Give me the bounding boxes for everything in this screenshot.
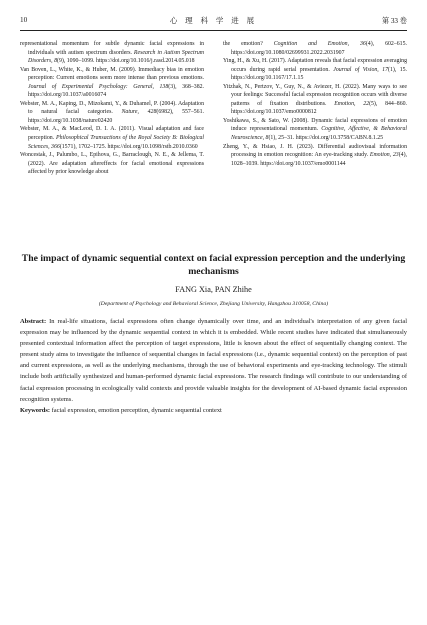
abstract-label: Abstract: [20, 318, 47, 325]
reference-text: Woncestak, J., Palumbo, L., Epihova, G., Barraclough, N. E., & Jellema, T. (2022). Are adaptation aftereffects for facial emotional expressions affected by prior knowledge about [20, 152, 204, 176]
reference-locator: (1), 25–31. https://doi.org/10.3758/CABN.8.1.25 [268, 135, 384, 142]
reference-source: Research in Autism Spectrum Disorders, 8 [28, 49, 204, 65]
reference-locator: (6982), 557–561. https://doi.org/10.1038/nature02420 [28, 109, 204, 124]
abstract-paragraph [20, 316, 407, 405]
reference-source: Cognition and Emotion, 36 [273, 41, 366, 47]
reference-source: Nature, 428 [121, 109, 157, 116]
reference-source: Journal of Experimental Psychology: General, 138 [28, 83, 169, 90]
reference-column-left [20, 40, 204, 177]
reference-text: Zheng, Y., & Hsiao, J. H. (2023). Differential audiovisual information processing in emotion recognition: An eye-tracking study. [223, 143, 407, 159]
reference-entry [223, 83, 407, 117]
keywords-label: Keywords: [20, 406, 51, 414]
reference-entry [20, 66, 204, 100]
reference-entry [20, 151, 204, 177]
reference-text: Webster, M. A., Kaping, D., Mizokami, Y., & Duhamel, P. (2004). Adaptation to natural facial categories. [20, 100, 204, 116]
reference-locator: (4), 602–615. https://doi.org/10.1080/02699931.2022.2031907 [231, 41, 407, 56]
reference-source: Philosophical Transactions of the Royal Society B: Biological Sciences, 366 [28, 135, 204, 150]
reference-locator: (1571), 1702–1725. https://doi.org/10.1098/rstb.2010.0360 [59, 143, 198, 150]
reference-locator: (1), 15. https://doi.org/10.1167/17.1.15 [231, 66, 408, 82]
reference-entry [20, 40, 204, 66]
paper-title: The impact of dynamic sequential context on facial expression perception and the underlying mechanisms [21, 253, 406, 277]
reference-entry [20, 125, 204, 151]
reference-source: Cognitive, Affective, & Behavioral Neuroscience, 8 [231, 126, 407, 142]
reference-locator: (3), 368–382. https://doi.org/10.1037/a0016074 [28, 83, 204, 99]
reference-source: Journal of Vision, 17 [333, 66, 389, 73]
reference-text: Webster, M. A., & MacLeod, D. I. A. (2011). Visual adaptation and face perception. [20, 126, 204, 142]
reference-text: Van Boven, L., White, K., & Huber, M. (2009). Immediacy bias in emotion perception: Current emotions seem more intense than previous emotions. [20, 66, 204, 82]
reference-entry [223, 143, 407, 169]
reference-text: representational momentum for subtle dynamic facial expressions in individuals with autism spectrum disorders. [20, 41, 204, 56]
reference-column-right [223, 40, 407, 168]
reference-text: Ying, H., & Xu, H. (2017). Adaptation reveals that facial expression averaging occurs during rapid serial presentation. [223, 58, 407, 73]
author-affiliation: (Department of Psychology and Behavioral Science, Zhejiang University, Hangzhou 310058, China) [98, 301, 329, 307]
reference-source: Emotion, 23 [369, 152, 399, 159]
reference-entry [223, 40, 407, 57]
reference-locator: (9), 1090–1099. https://doi.org/10.1016/j.rasd.2014.05.018 [57, 58, 195, 65]
reference-list [20, 40, 407, 240]
journal-name: 心 理 科 学 进 展 [169, 16, 258, 25]
reference-entry [223, 117, 407, 143]
reference-source: Emotion, 22 [334, 100, 370, 107]
volume-label: 第 33 卷 [381, 17, 407, 25]
keywords-paragraph [20, 405, 407, 416]
keywords-text: facial expression, emotion perception, dynamic sequential context [51, 406, 222, 414]
reference-entry [223, 57, 407, 83]
abstract-text: In real-life situations, facial expressions often change dynamically over time, and an individual's interpretation of any given facial expression may be influenced by the dynamic sequential context in which it is embedded. While recent studies have indicated that simultaneously presented contextual information affect the perception of target expressions, little is known about the effect of sequentially changing context. The present study aims to investigate the influence of sequential changes in facial expressions (i.e., dynamic sequential context) on the perception of past and current expressions, as well as the underlying mechanisms, through the use of behavioral experiments and eye-tracking technology. The stimuli include both artificially synthesized and human-performed dynamic facial expressions. The research findings will contribute to our understanding of facial expression processing in ecologically valid contexts and provide valuable insights for the development of AI-based dynamic facial expression recognition systems. [20, 318, 407, 403]
paper-authors: FANG Xia, PAN Zhihe [175, 285, 252, 294]
running-header [20, 14, 407, 28]
reference-text: the emotion? [223, 41, 263, 47]
reference-entry [20, 100, 204, 126]
abstract-block [20, 316, 407, 416]
header-rule [20, 30, 407, 31]
reference-text: Yoshikawa, S., & Sato, W. (2008). Dynamic facial expressions of emotion induce representational momentum. [223, 117, 407, 133]
reference-locator: (4), 1028–1039. https://doi.org/10.1037/emo0001144 [231, 152, 407, 167]
reference-text: Yitzhak, N., Pertzov, Y., Guy, N., & Aviezer, H. (2022). Many ways to see your feelings: Successful facial expression recognition occurs with diverse patterns of fixation distributions. [223, 83, 407, 107]
page-number: 10 [20, 16, 28, 24]
reference-locator: (5), 844–860. https://doi.org/10.1037/emo0000812 [231, 100, 407, 116]
